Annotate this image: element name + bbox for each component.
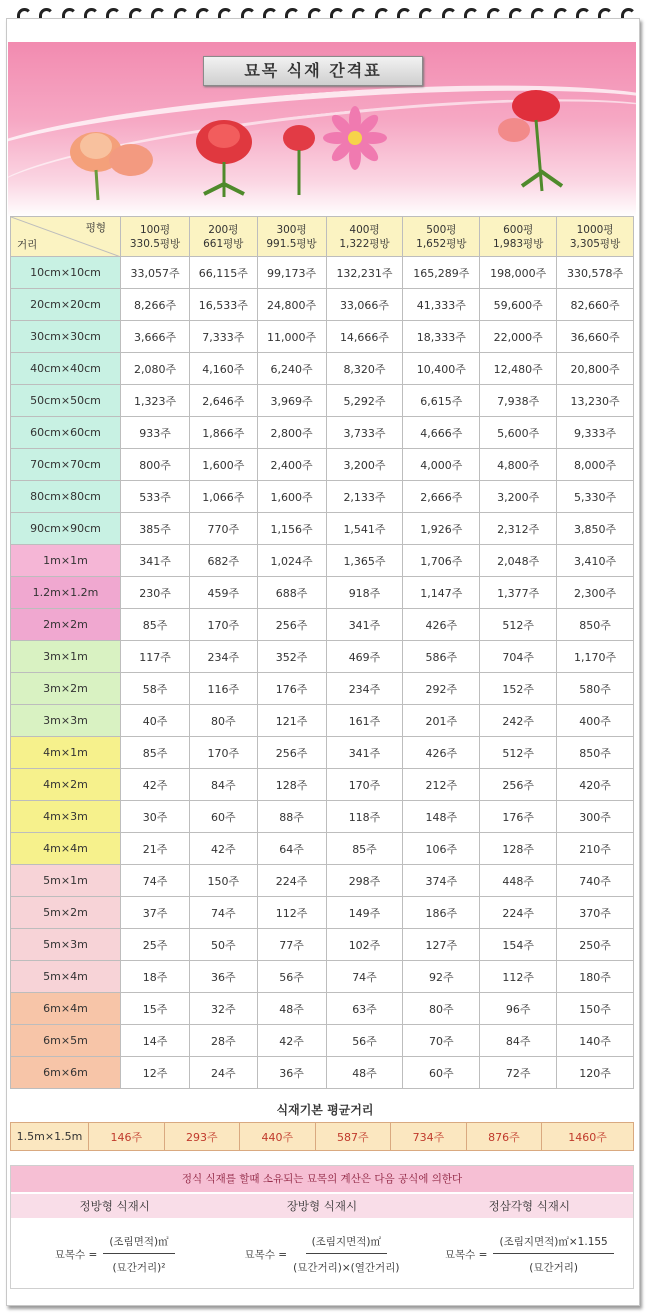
table-cell: 341주 xyxy=(326,737,403,769)
table-row xyxy=(11,705,634,737)
table-row xyxy=(11,769,634,801)
average-cell: 734주 xyxy=(391,1123,467,1151)
table-cell: 85주 xyxy=(121,737,190,769)
table-cell: 2,666주 xyxy=(403,481,480,513)
table-cell: 1,600주 xyxy=(190,449,257,481)
column-header-area: 1000평 xyxy=(576,223,614,236)
table-cell: 82,660주 xyxy=(557,289,634,321)
table-cell: 341주 xyxy=(326,609,403,641)
table-cell: 292주 xyxy=(403,673,480,705)
table-cell: 300주 xyxy=(557,801,634,833)
table-row xyxy=(11,641,634,673)
average-cell: 440주 xyxy=(240,1123,316,1151)
column-header-area: 100평 xyxy=(139,223,171,236)
table-cell: 3,850주 xyxy=(557,513,634,545)
table-cell: 88주 xyxy=(257,801,326,833)
table-cell: 80주 xyxy=(403,993,480,1025)
table-cell: 688주 xyxy=(257,577,326,609)
formula-denominator: (묘간거리)×(열간거리) xyxy=(293,1261,400,1274)
table-cell: 580주 xyxy=(557,673,634,705)
table-cell: 18주 xyxy=(121,961,190,993)
table-cell: 6,615주 xyxy=(403,385,480,417)
column-header xyxy=(121,217,190,257)
table-row xyxy=(11,673,634,705)
row-label: 50cm×50cm xyxy=(11,385,121,417)
table-cell: 112주 xyxy=(257,897,326,929)
table-cell: 352주 xyxy=(257,641,326,673)
table-row xyxy=(11,321,634,353)
table-row xyxy=(11,801,634,833)
table-row xyxy=(11,737,634,769)
table-cell: 234주 xyxy=(190,641,257,673)
table-cell: 5,330주 xyxy=(557,481,634,513)
column-header-area: 400평 xyxy=(349,223,380,236)
table-cell: 586주 xyxy=(403,641,480,673)
table-row xyxy=(11,449,634,481)
table-cell: 3,666주 xyxy=(121,321,190,353)
corner-top-label: 평형 xyxy=(85,222,106,234)
table-cell: 56주 xyxy=(257,961,326,993)
table-cell: 8,000주 xyxy=(557,449,634,481)
row-label: 5m×2m xyxy=(11,897,121,929)
column-header-sqm: 1,652평방 xyxy=(416,237,467,250)
table-cell: 2,300주 xyxy=(557,577,634,609)
table-cell: 20,800주 xyxy=(557,353,634,385)
table-cell: 161주 xyxy=(326,705,403,737)
table-cell: 150주 xyxy=(190,865,257,897)
table-cell: 180주 xyxy=(557,961,634,993)
flower-illustration xyxy=(56,102,176,202)
table-cell: 1,926주 xyxy=(403,513,480,545)
table-cell: 448주 xyxy=(480,865,557,897)
table-cell: 3,200주 xyxy=(480,481,557,513)
table-row xyxy=(11,1057,634,1089)
table-cell: 170주 xyxy=(190,737,257,769)
flower-illustration xyxy=(274,110,324,200)
column-header xyxy=(557,217,634,257)
column-header xyxy=(190,217,257,257)
table-cell: 74주 xyxy=(326,961,403,993)
table-cell: 74주 xyxy=(121,865,190,897)
table-row xyxy=(11,929,634,961)
average-cell: 876주 xyxy=(466,1123,542,1151)
table-cell: 15주 xyxy=(121,993,190,1025)
table-cell: 8,266주 xyxy=(121,289,190,321)
row-label: 70cm×70cm xyxy=(11,449,121,481)
table-cell: 330,578주 xyxy=(557,257,634,289)
table-cell: 242주 xyxy=(480,705,557,737)
table-cell: 459주 xyxy=(190,577,257,609)
table-cell: 12,480주 xyxy=(480,353,557,385)
table-cell: 1,377주 xyxy=(480,577,557,609)
table-row xyxy=(11,961,634,993)
table-cell: 850주 xyxy=(557,737,634,769)
table-cell: 42주 xyxy=(190,833,257,865)
table-cell: 33,066주 xyxy=(326,289,403,321)
column-header xyxy=(480,217,557,257)
table-row xyxy=(11,289,634,321)
table-cell: 1,600주 xyxy=(257,481,326,513)
table-cell: 70주 xyxy=(403,1025,480,1057)
flower-illustration xyxy=(492,86,572,196)
table-cell: 341주 xyxy=(121,545,190,577)
table-cell: 149주 xyxy=(326,897,403,929)
page-title: 묘목 식재 간격표 xyxy=(203,56,423,86)
table-cell: 37주 xyxy=(121,897,190,929)
table-cell: 6,240주 xyxy=(257,353,326,385)
table-cell: 127주 xyxy=(403,929,480,961)
table-cell: 4,160주 xyxy=(190,353,257,385)
table-cell: 10,400주 xyxy=(403,353,480,385)
flower-illustration xyxy=(320,100,390,190)
table-cell: 92주 xyxy=(403,961,480,993)
table-cell: 140주 xyxy=(557,1025,634,1057)
table-cell: 234주 xyxy=(326,673,403,705)
table-cell: 198,000주 xyxy=(480,257,557,289)
table-cell: 80주 xyxy=(190,705,257,737)
table-cell: 165,289주 xyxy=(403,257,480,289)
formula-box xyxy=(10,1165,634,1289)
table-cell: 60주 xyxy=(190,801,257,833)
table-cell: 106주 xyxy=(403,833,480,865)
row-label: 40cm×40cm xyxy=(11,353,121,385)
column-header-area: 500평 xyxy=(426,223,457,236)
table-cell: 14주 xyxy=(121,1025,190,1057)
table-cell: 4,666주 xyxy=(403,417,480,449)
column-header-area: 600평 xyxy=(503,223,534,236)
table-cell: 256주 xyxy=(257,737,326,769)
table-row xyxy=(11,609,634,641)
table-cell: 3,410주 xyxy=(557,545,634,577)
table-cell: 3,969주 xyxy=(257,385,326,417)
table-cell: 250주 xyxy=(557,929,634,961)
table-cell: 30주 xyxy=(121,801,190,833)
column-header-sqm: 991.5평방 xyxy=(266,237,317,250)
flower-illustration xyxy=(184,102,264,202)
table-cell: 1,170주 xyxy=(557,641,634,673)
table-row xyxy=(11,257,634,289)
row-label: 80cm×80cm xyxy=(11,481,121,513)
table-cell: 150주 xyxy=(557,993,634,1025)
square-title: 정방형 식재시 xyxy=(79,1199,150,1213)
table-cell: 256주 xyxy=(257,609,326,641)
table-cell: 36,660주 xyxy=(557,321,634,353)
corner-bottom-label: 거리 xyxy=(17,239,38,251)
row-label: 60cm×60cm xyxy=(11,417,121,449)
table-cell: 33,057주 xyxy=(121,257,190,289)
average-label: 1.5m×1.5m xyxy=(11,1123,89,1151)
column-header xyxy=(326,217,403,257)
table-row xyxy=(11,513,634,545)
table-cell: 21주 xyxy=(121,833,190,865)
table-cell: 84주 xyxy=(190,769,257,801)
table-cell: 102주 xyxy=(326,929,403,961)
table-cell: 117주 xyxy=(121,641,190,673)
rect-title: 장방형 식재시 xyxy=(286,1199,358,1213)
table-cell: 24주 xyxy=(190,1057,257,1089)
table-row xyxy=(11,481,634,513)
row-label: 4m×3m xyxy=(11,801,121,833)
table-header-row xyxy=(11,217,634,257)
table-cell: 152주 xyxy=(480,673,557,705)
column-header-sqm: 330.5평방 xyxy=(129,237,181,250)
table-cell: 224주 xyxy=(480,897,557,929)
table-cell: 800주 xyxy=(121,449,190,481)
table-cell: 230주 xyxy=(121,577,190,609)
table-cell: 11,000주 xyxy=(257,321,326,353)
rect-formula xyxy=(218,1222,425,1286)
average-cell: 587주 xyxy=(315,1123,391,1151)
table-cell: 2,312주 xyxy=(480,513,557,545)
table-cell: 50주 xyxy=(190,929,257,961)
row-label: 5m×4m xyxy=(11,961,121,993)
table-cell: 25주 xyxy=(121,929,190,961)
column-header-area: 200평 xyxy=(208,223,239,236)
formula-numerator: (조림면적)㎡ xyxy=(103,1234,174,1254)
formula-numerator: (조림지면적)㎡ xyxy=(306,1234,387,1254)
row-label: 1.2m×1.2m xyxy=(11,577,121,609)
table-cell: 14,666주 xyxy=(326,321,403,353)
table-cell: 469주 xyxy=(326,641,403,673)
table-cell: 84주 xyxy=(480,1025,557,1057)
table-cell: 40주 xyxy=(121,705,190,737)
formula-lhs: 묘목수 = xyxy=(444,1248,488,1261)
table-cell: 36주 xyxy=(190,961,257,993)
table-cell: 1,156주 xyxy=(257,513,326,545)
row-label: 3m×2m xyxy=(11,673,121,705)
row-label: 3m×3m xyxy=(11,705,121,737)
table-cell: 148주 xyxy=(403,801,480,833)
table-cell: 176주 xyxy=(257,673,326,705)
table-cell: 2,646주 xyxy=(190,385,257,417)
column-header xyxy=(257,217,326,257)
table-cell: 224주 xyxy=(257,865,326,897)
table-cell: 5,600주 xyxy=(480,417,557,449)
table-cell: 385주 xyxy=(121,513,190,545)
formula-lhs: 묘목수 = xyxy=(54,1248,98,1261)
table-cell: 2,800주 xyxy=(257,417,326,449)
table-cell: 426주 xyxy=(403,609,480,641)
table-cell: 12주 xyxy=(121,1057,190,1089)
row-label: 4m×1m xyxy=(11,737,121,769)
square-formula xyxy=(11,1222,218,1286)
table-cell: 1,147주 xyxy=(403,577,480,609)
column-header-sqm: 3,305평방 xyxy=(569,237,621,250)
table-cell: 918주 xyxy=(326,577,403,609)
table-cell: 128주 xyxy=(480,833,557,865)
table-cell: 28주 xyxy=(190,1025,257,1057)
table-row xyxy=(11,1025,634,1057)
table-cell: 420주 xyxy=(557,769,634,801)
row-label: 6m×4m xyxy=(11,993,121,1025)
table-cell: 176주 xyxy=(480,801,557,833)
table-row xyxy=(11,417,634,449)
average-cell: 293주 xyxy=(164,1123,240,1151)
column-header-area: 300평 xyxy=(276,223,307,236)
table-cell: 2,080주 xyxy=(121,353,190,385)
table-row xyxy=(11,865,634,897)
average-title: 식재기본 평균거리 xyxy=(276,1103,374,1117)
formula-numerator: (조림지면적)㎡×1.155 xyxy=(493,1234,613,1254)
table-cell: 72주 xyxy=(480,1057,557,1089)
spacing-table xyxy=(10,216,634,1089)
tri-formula xyxy=(426,1222,633,1286)
table-cell: 64주 xyxy=(257,833,326,865)
table-cell: 85주 xyxy=(121,609,190,641)
table-cell: 13,230주 xyxy=(557,385,634,417)
table-cell: 2,400주 xyxy=(257,449,326,481)
table-cell: 682주 xyxy=(190,545,257,577)
table-cell: 1,365주 xyxy=(326,545,403,577)
table-cell: 42주 xyxy=(121,769,190,801)
table-cell: 1,866주 xyxy=(190,417,257,449)
table-cell: 512주 xyxy=(480,609,557,641)
table-cell: 5,292주 xyxy=(326,385,403,417)
table-cell: 1,323주 xyxy=(121,385,190,417)
table-cell: 770주 xyxy=(190,513,257,545)
table-cell: 132,231주 xyxy=(326,257,403,289)
table-cell: 24,800주 xyxy=(257,289,326,321)
table-cell: 186주 xyxy=(403,897,480,929)
table-cell: 58주 xyxy=(121,673,190,705)
table-cell: 9,333주 xyxy=(557,417,634,449)
table-cell: 66,115주 xyxy=(190,257,257,289)
table-cell: 400주 xyxy=(557,705,634,737)
table-cell: 59,600주 xyxy=(480,289,557,321)
formula-denominator: (묘간거리)² xyxy=(112,1261,166,1274)
table-cell: 7,938주 xyxy=(480,385,557,417)
formula-denominator: (묘간거리) xyxy=(529,1261,578,1274)
table-cell: 933주 xyxy=(121,417,190,449)
table-cell: 32주 xyxy=(190,993,257,1025)
formula-intro: 정식 식재를 할때 소유되는 묘목의 계산은 다음 공식에 의한다 xyxy=(11,1166,633,1192)
table-cell: 2,133주 xyxy=(326,481,403,513)
table-cell: 170주 xyxy=(326,769,403,801)
table-cell: 370주 xyxy=(557,897,634,929)
table-row xyxy=(11,833,634,865)
table-cell: 850주 xyxy=(557,609,634,641)
table-row xyxy=(11,385,634,417)
average-table xyxy=(10,1122,634,1151)
table-cell: 201주 xyxy=(403,705,480,737)
table-cell: 256주 xyxy=(480,769,557,801)
table-cell: 154주 xyxy=(480,929,557,961)
table-cell: 3,200주 xyxy=(326,449,403,481)
row-label: 20cm×20cm xyxy=(11,289,121,321)
row-label: 5m×1m xyxy=(11,865,121,897)
table-row xyxy=(11,897,634,929)
table-cell: 374주 xyxy=(403,865,480,897)
table-cell: 1,541주 xyxy=(326,513,403,545)
table-cell: 1,066주 xyxy=(190,481,257,513)
table-cell: 170주 xyxy=(190,609,257,641)
row-label: 4m×2m xyxy=(11,769,121,801)
table-cell: 85주 xyxy=(326,833,403,865)
column-header xyxy=(403,217,480,257)
row-label: 90cm×90cm xyxy=(11,513,121,545)
table-cell: 16,533주 xyxy=(190,289,257,321)
table-cell: 41,333주 xyxy=(403,289,480,321)
table-cell: 426주 xyxy=(403,737,480,769)
table-cell: 18,333주 xyxy=(403,321,480,353)
row-label: 6m×5m xyxy=(11,1025,121,1057)
table-cell: 704주 xyxy=(480,641,557,673)
average-cell: 146주 xyxy=(89,1123,165,1151)
table-cell: 116주 xyxy=(190,673,257,705)
table-cell: 22,000주 xyxy=(480,321,557,353)
table-cell: 74주 xyxy=(190,897,257,929)
table-cell: 121주 xyxy=(257,705,326,737)
table-row xyxy=(11,993,634,1025)
table-cell: 4,000주 xyxy=(403,449,480,481)
table-cell: 8,320주 xyxy=(326,353,403,385)
table-cell: 36주 xyxy=(257,1057,326,1089)
table-cell: 1,706주 xyxy=(403,545,480,577)
table-cell: 77주 xyxy=(257,929,326,961)
table-cell: 1,024주 xyxy=(257,545,326,577)
row-label: 30cm×30cm xyxy=(11,321,121,353)
table-cell: 60주 xyxy=(403,1057,480,1089)
table-row xyxy=(11,545,634,577)
corner-cell xyxy=(11,217,121,257)
table-row xyxy=(11,353,634,385)
row-label: 1m×1m xyxy=(11,545,121,577)
average-row xyxy=(11,1123,634,1151)
tri-title: 정삼각형 식재시 xyxy=(488,1199,571,1213)
table-cell: 210주 xyxy=(557,833,634,865)
formula-lhs: 묘목수 = xyxy=(244,1248,288,1261)
row-label: 6m×6m xyxy=(11,1057,121,1089)
row-label: 5m×3m xyxy=(11,929,121,961)
table-cell: 118주 xyxy=(326,801,403,833)
table-cell: 533주 xyxy=(121,481,190,513)
table-cell: 120주 xyxy=(557,1057,634,1089)
table-cell: 298주 xyxy=(326,865,403,897)
average-cell: 1460주 xyxy=(542,1123,634,1151)
table-cell: 99,173주 xyxy=(257,257,326,289)
table-cell: 48주 xyxy=(326,1057,403,1089)
table-row xyxy=(11,577,634,609)
table-cell: 48주 xyxy=(257,993,326,1025)
column-header-sqm: 1,322평방 xyxy=(339,237,390,250)
row-label: 10cm×10cm xyxy=(11,257,121,289)
row-label: 2m×2m xyxy=(11,609,121,641)
column-header-sqm: 1,983평방 xyxy=(493,237,544,250)
table-cell: 7,333주 xyxy=(190,321,257,353)
table-cell: 128주 xyxy=(257,769,326,801)
table-cell: 63주 xyxy=(326,993,403,1025)
table-cell: 512주 xyxy=(480,737,557,769)
table-cell: 2,048주 xyxy=(480,545,557,577)
table-cell: 3,733주 xyxy=(326,417,403,449)
column-header-sqm: 661평방 xyxy=(203,237,244,250)
table-cell: 740주 xyxy=(557,865,634,897)
row-label: 3m×1m xyxy=(11,641,121,673)
table-cell: 112주 xyxy=(480,961,557,993)
table-cell: 4,800주 xyxy=(480,449,557,481)
table-cell: 96주 xyxy=(480,993,557,1025)
table-cell: 212주 xyxy=(403,769,480,801)
table-cell: 56주 xyxy=(326,1025,403,1057)
table-cell: 42주 xyxy=(257,1025,326,1057)
row-label: 4m×4m xyxy=(11,833,121,865)
